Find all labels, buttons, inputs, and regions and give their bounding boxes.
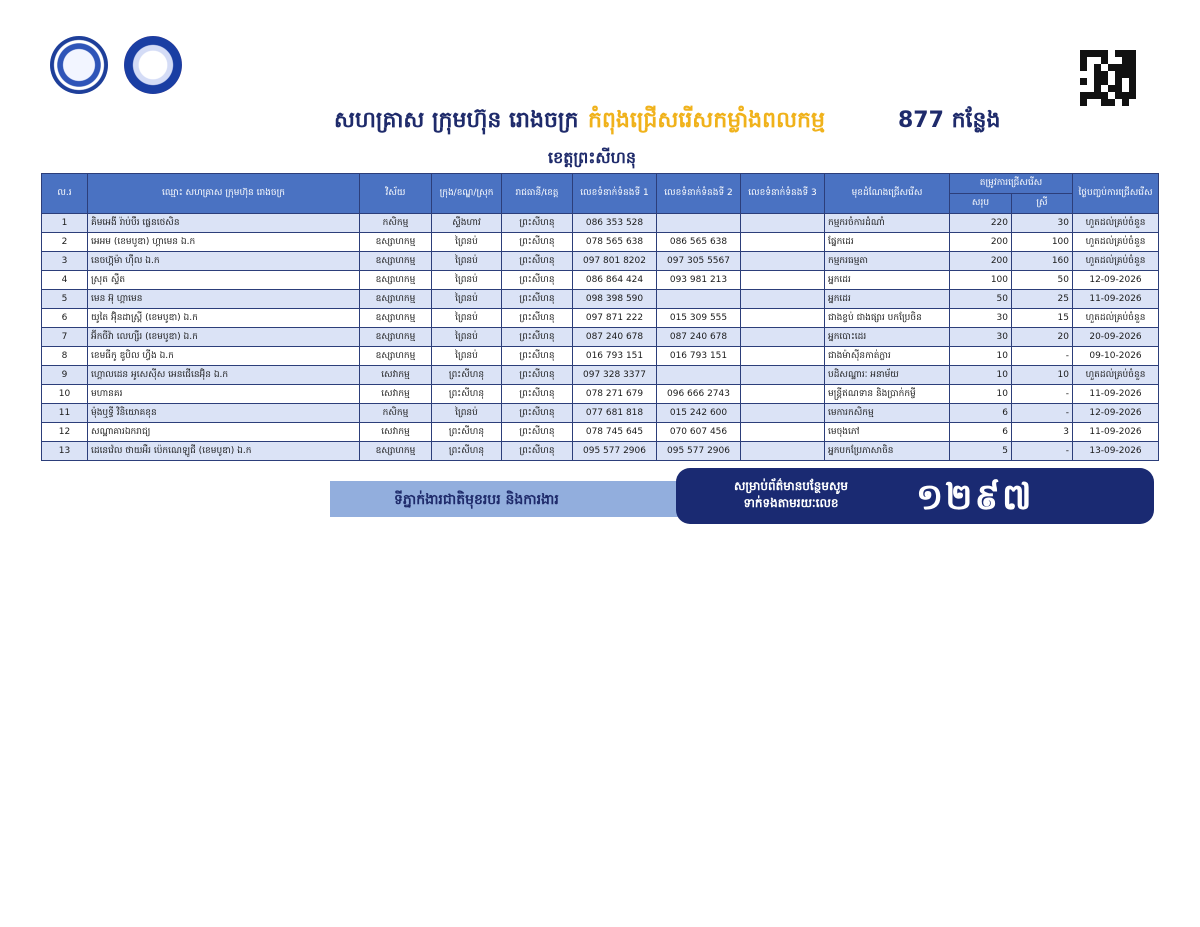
cell-total: 10: [950, 366, 1012, 385]
cell-total: 30: [950, 328, 1012, 347]
cell-position: មេចុងភៅ: [825, 423, 950, 442]
cell-sector: ឧស្សាហកម្ម: [360, 309, 432, 328]
cell-phone2: 095 577 2906: [657, 442, 741, 461]
cell-district: ព្រៃនប់: [432, 271, 502, 290]
contact-line-2: ទាក់ទងតាមរយៈលេខ: [743, 496, 839, 510]
cell-sector: កសិកម្ម: [360, 404, 432, 423]
cell-company: ហ្គោលដេន អូសេស៊ីស អេនជើនេអ៊ុិន ឯ.ក: [88, 366, 360, 385]
cell-phone3: [741, 423, 825, 442]
cell-sector: ឧស្សាហកម្ម: [360, 252, 432, 271]
title-count: 877 កន្លែង: [898, 108, 1001, 133]
cell-phone1: 086 353 528: [573, 214, 657, 233]
cell-total: 10: [950, 347, 1012, 366]
header-female: ស្រី: [1012, 194, 1073, 214]
cell-deadline: 11-09-2026: [1073, 290, 1159, 309]
cell-phone2: 093 981 213: [657, 271, 741, 290]
cell-district: ព្រៃនប់: [432, 328, 502, 347]
header-deadline: ថ្ងៃបញ្ចប់ការជ្រើសរើស: [1073, 174, 1159, 214]
cell-phone1: 097 871 222: [573, 309, 657, 328]
cell-province: ព្រះសីហនុ: [502, 290, 573, 309]
cell-province: ព្រះសីហនុ: [502, 442, 573, 461]
cell-position: ជាងម៉ាស៊ីនកាត់ក្លារ: [825, 347, 950, 366]
cell-position: អ្នកបោះដេរ: [825, 328, 950, 347]
cell-phone1: 078 745 645: [573, 423, 657, 442]
cell-deadline: 20-09-2026: [1073, 328, 1159, 347]
qr-code-icon: [1080, 50, 1136, 106]
cell-no: 9: [42, 366, 88, 385]
cell-phone2: 015 242 600: [657, 404, 741, 423]
cell-total: 200: [950, 252, 1012, 271]
cell-phone1: 077 681 818: [573, 404, 657, 423]
cell-deadline: ហួតដល់គ្រប់ចំនួន: [1073, 366, 1159, 385]
cell-sector: ឧស្សាហកម្ម: [360, 290, 432, 309]
cell-sector: ឧស្សាហកម្ម: [360, 442, 432, 461]
cell-deadline: 12-09-2026: [1073, 404, 1159, 423]
cell-female: -: [1012, 347, 1073, 366]
cell-deadline: 13-09-2026: [1073, 442, 1159, 461]
header-need-group: តម្រូវការជ្រើសរើស: [950, 174, 1073, 194]
cell-company: ដេនេវ៉េល ថាយអឺរ ប៉េកណេឡូជី (ខេមបូឌា) ឯ.ក: [88, 442, 360, 461]
cell-position: អ្នកដេរ: [825, 271, 950, 290]
table-row: [42, 271, 1159, 290]
cell-phone3: [741, 442, 825, 461]
cell-district: ព្រៃនប់: [432, 404, 502, 423]
cell-no: 13: [42, 442, 88, 461]
header-district: ក្រុង/ខណ្ឌ/ស្រុក: [432, 174, 502, 214]
cell-position: កម្មករចំការដំណាំ: [825, 214, 950, 233]
cell-position: អ្នកបកប្រែភាសាចិន: [825, 442, 950, 461]
cell-phone2: [657, 214, 741, 233]
cell-deadline: 09-10-2026: [1073, 347, 1159, 366]
cell-female: 15: [1012, 309, 1073, 328]
cell-company: មេន អ៊ុ ហ្គាមេន: [88, 290, 360, 309]
cell-deadline: ហួតដល់គ្រប់ចំនួន: [1073, 233, 1159, 252]
cell-total: 100: [950, 271, 1012, 290]
cell-no: 8: [42, 347, 88, 366]
table-row: [42, 423, 1159, 442]
cell-total: 220: [950, 214, 1012, 233]
contact-text: [716, 478, 866, 512]
cell-district: ព្រះសីហនុ: [432, 385, 502, 404]
cell-district: ព្រៃនប់: [432, 347, 502, 366]
table-row: [42, 252, 1159, 271]
cell-phone3: [741, 404, 825, 423]
cell-province: ព្រះសីហនុ: [502, 271, 573, 290]
table-row: [42, 347, 1159, 366]
cell-phone3: [741, 252, 825, 271]
cell-deadline: 11-09-2026: [1073, 385, 1159, 404]
cell-female: 20: [1012, 328, 1073, 347]
hotline-number[interactable]: ១២៩៧: [916, 477, 1034, 518]
cell-phone3: [741, 214, 825, 233]
cell-female: 100: [1012, 233, 1073, 252]
cell-province: ព្រះសីហនុ: [502, 423, 573, 442]
cell-no: 6: [42, 309, 88, 328]
header-phone3: លេខទំនាក់ទំនងទី 3: [741, 174, 825, 214]
cell-phone2: 097 305 5567: [657, 252, 741, 271]
cell-province: ព្រះសីហនុ: [502, 366, 573, 385]
cell-company: នេចហ្គ៊ុម៉ា ហ៊ឹល ឯ.ក: [88, 252, 360, 271]
cell-phone1: 086 864 424: [573, 271, 657, 290]
cell-district: ព្រះសីហនុ: [432, 366, 502, 385]
cell-company: អេអម (ខេមបូឌា) ហ្គាមេន ឯ.ក: [88, 233, 360, 252]
cell-female: 160: [1012, 252, 1073, 271]
cell-phone3: [741, 233, 825, 252]
cell-total: 6: [950, 404, 1012, 423]
cell-province: ព្រះសីហនុ: [502, 309, 573, 328]
cell-sector: សេវាកម្ម: [360, 423, 432, 442]
cell-no: 1: [42, 214, 88, 233]
cell-phone1: 095 577 2906: [573, 442, 657, 461]
cell-phone2: 086 565 638: [657, 233, 741, 252]
cell-sector: កសិកម្ម: [360, 214, 432, 233]
cell-female: 30: [1012, 214, 1073, 233]
cell-no: 7: [42, 328, 88, 347]
cell-district: ស្ទឹងហាវ: [432, 214, 502, 233]
title-recruiting: កំពុងជ្រើសរើសកម្លាំងពលកម្ម: [588, 108, 825, 133]
header-phone1: លេខទំនាក់ទំនងទី 1: [573, 174, 657, 214]
jobs-table: [41, 173, 1159, 461]
cell-phone1: 097 328 3377: [573, 366, 657, 385]
cell-province: ព្រះសីហនុ: [502, 214, 573, 233]
cell-company: អ៊ីកចីវ៉ា លេហ្សឺរ (ខេមបូឌា) ឯ.ក: [88, 328, 360, 347]
cell-female: 25: [1012, 290, 1073, 309]
cell-total: 200: [950, 233, 1012, 252]
cell-phone2: 087 240 678: [657, 328, 741, 347]
cell-total: 50: [950, 290, 1012, 309]
cell-total: 6: [950, 423, 1012, 442]
cell-phone2: [657, 366, 741, 385]
cell-no: 3: [42, 252, 88, 271]
cell-company: ម៉ុងឬទ្ធី វិនិយោគខុន: [88, 404, 360, 423]
cell-company: ខេមធីកូ ឌូបិល ហ្វីង ឯ.ក: [88, 347, 360, 366]
ministry-logo-icon: [50, 36, 108, 94]
header-company: ឈ្មោះ សហគ្រាស ក្រុមហ៊ុន រោងចក្រ: [88, 174, 360, 214]
province-title: ខេត្តព្រះសីហនុ: [548, 148, 636, 167]
agency-band: [330, 481, 690, 517]
nea-logo-icon: [124, 36, 182, 94]
cell-no: 4: [42, 271, 88, 290]
cell-female: 50: [1012, 271, 1073, 290]
cell-phone2: 096 666 2743: [657, 385, 741, 404]
contact-line-1: សម្រាប់ព័ត៌មានបន្ថែមសូម: [733, 479, 849, 493]
cell-sector: ឧស្សាហកម្ម: [360, 328, 432, 347]
cell-position: កម្មករធម្មតា: [825, 252, 950, 271]
cell-phone2: 070 607 456: [657, 423, 741, 442]
cell-province: ព្រះសីហនុ: [502, 347, 573, 366]
header-phone2: លេខទំនាក់ទំនងទី 2: [657, 174, 741, 214]
cell-sector: ឧស្សាហកម្ម: [360, 233, 432, 252]
header-total: សរុប: [950, 194, 1012, 214]
cell-company: មហានគរ: [88, 385, 360, 404]
agency-name: ទីភ្នាក់ងារជាតិមុខរបរ និងការងារ: [394, 492, 559, 508]
cell-phone2: 016 793 151: [657, 347, 741, 366]
cell-phone1: 016 793 151: [573, 347, 657, 366]
table-row: [42, 233, 1159, 252]
cell-company: សណ្ឋាគារឯករាជ្យ: [88, 423, 360, 442]
cell-deadline: ហួតដល់គ្រប់ចំនួន: [1073, 252, 1159, 271]
cell-position: បដិសណ្ឋារៈ អនាម័យ: [825, 366, 950, 385]
cell-phone1: 097 801 8202: [573, 252, 657, 271]
cell-district: ព្រះសីហនុ: [432, 423, 502, 442]
cell-company: ស្រុត ស្ទឹត: [88, 271, 360, 290]
cell-female: 3: [1012, 423, 1073, 442]
cell-phone3: [741, 271, 825, 290]
cell-position: ជាងខ្ចប់ ជាងផ្សារ បកប្រែចិន: [825, 309, 950, 328]
table-row: [42, 290, 1159, 309]
table-row: [42, 385, 1159, 404]
cell-phone1: 087 240 678: [573, 328, 657, 347]
table-row: [42, 309, 1159, 328]
cell-sector: ឧស្សាហកម្ម: [360, 347, 432, 366]
cell-position: ផ្នែកដេរ: [825, 233, 950, 252]
cell-total: 30: [950, 309, 1012, 328]
cell-province: ព្រះសីហនុ: [502, 385, 573, 404]
cell-position: មន្ត្រីឥណទាន និងប្រាក់កម្ចី: [825, 385, 950, 404]
cell-deadline: ហួតដល់គ្រប់ចំនួន: [1073, 309, 1159, 328]
cell-district: ព្រៃនប់: [432, 233, 502, 252]
cell-no: 12: [42, 423, 88, 442]
cell-position: អ្នកដេរ: [825, 290, 950, 309]
cell-female: -: [1012, 385, 1073, 404]
table-row: [42, 442, 1159, 461]
table-row: [42, 404, 1159, 423]
cell-deadline: 12-09-2026: [1073, 271, 1159, 290]
cell-no: 11: [42, 404, 88, 423]
cell-phone1: 078 565 638: [573, 233, 657, 252]
header-position: មុខដំណែងជ្រើសរើស: [825, 174, 950, 214]
cell-no: 5: [42, 290, 88, 309]
cell-no: 2: [42, 233, 88, 252]
cell-province: ព្រះសីហនុ: [502, 404, 573, 423]
table-row: [42, 366, 1159, 385]
cell-no: 10: [42, 385, 88, 404]
cell-province: ព្រះសីហនុ: [502, 233, 573, 252]
cell-female: -: [1012, 442, 1073, 461]
table-row: [42, 214, 1159, 233]
cell-deadline: 11-09-2026: [1073, 423, 1159, 442]
cell-province: ព្រះសីហនុ: [502, 252, 573, 271]
cell-district: ព្រៃនប់: [432, 309, 502, 328]
cell-female: 10: [1012, 366, 1073, 385]
cell-phone3: [741, 347, 825, 366]
cell-sector: សេវាកម្ម: [360, 385, 432, 404]
cell-deadline: ហួតដល់គ្រប់ចំនួន: [1073, 214, 1159, 233]
cell-phone3: [741, 309, 825, 328]
cell-district: ព្រះសីហនុ: [432, 442, 502, 461]
cell-company: យូតៃ អ៊ុិនដាស្ត្រី (ខេមបូឌា) ឯ.ក: [88, 309, 360, 328]
cell-phone2: [657, 290, 741, 309]
cell-phone3: [741, 328, 825, 347]
cell-total: 5: [950, 442, 1012, 461]
header-no: ល.រ: [42, 174, 88, 214]
cell-district: ព្រៃនប់: [432, 252, 502, 271]
cell-total: 10: [950, 385, 1012, 404]
cell-sector: សេវាកម្ម: [360, 366, 432, 385]
cell-district: ព្រៃនប់: [432, 290, 502, 309]
cell-position: មេការកសិកម្ម: [825, 404, 950, 423]
header-province: រាជធានី/ខេត្ត: [502, 174, 573, 214]
cell-province: ព្រះសីហនុ: [502, 328, 573, 347]
cell-company: គិមអេងី រ៉ាប់បឺរ ផ្លេនថេសិន: [88, 214, 360, 233]
cell-female: -: [1012, 404, 1073, 423]
cell-phone3: [741, 366, 825, 385]
cell-phone2: 015 309 555: [657, 309, 741, 328]
header-sector: វិស័យ: [360, 174, 432, 214]
cell-phone3: [741, 385, 825, 404]
cell-phone1: 078 271 679: [573, 385, 657, 404]
table-row: [42, 328, 1159, 347]
cell-phone3: [741, 290, 825, 309]
cell-phone1: 098 398 590: [573, 290, 657, 309]
cell-sector: ឧស្សាហកម្ម: [360, 271, 432, 290]
title-companies: សហគ្រាស ក្រុមហ៊ុន រោងចក្រ: [334, 108, 579, 133]
contact-band: [676, 468, 1154, 524]
